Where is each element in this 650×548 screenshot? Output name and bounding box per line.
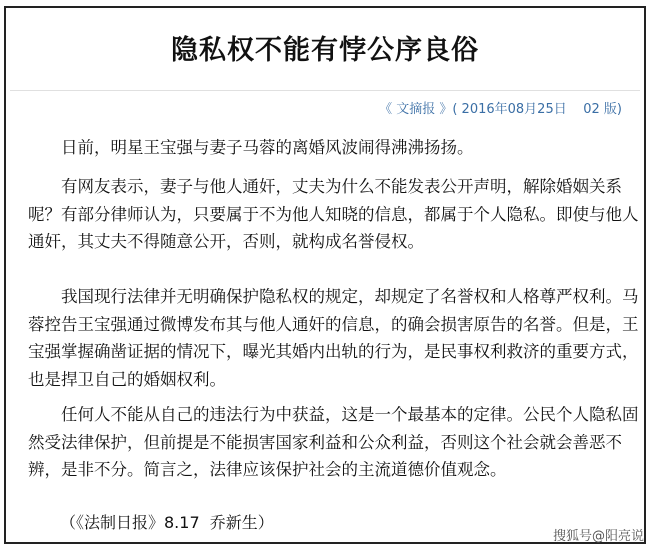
paragraph-3 xyxy=(28,283,639,393)
line: 通奸，其丈夫不得随意公开，否则，就构成名誉侵权。 xyxy=(28,232,424,251)
line: 宝强掌握确凿证据的情况下，曝光其婚内出轨的行为，是民事权利救济的重要方式， xyxy=(28,342,639,361)
line: 辨，是非不分。简言之，法律应该保护社会的主流道德价值观念。 xyxy=(28,460,507,479)
paragraph-4 xyxy=(28,401,639,484)
line: 我国现行法律并无明确保护隐私权的规定，却规定了名誉权和人格尊严权利。马 xyxy=(61,287,639,306)
line: 任何人不能从自己的违法行为中获益，这是一个最基本的定律。公民个人隐私固 xyxy=(61,405,639,424)
article-title: 隐私权不能有悖公序良俗 xyxy=(171,35,479,66)
divider xyxy=(10,90,640,91)
line: 呢？有部分律师认为，只要属于不为他人知晓的信息，都属于个人隐私。即使与他人 xyxy=(28,204,639,224)
paragraph-1 xyxy=(28,134,630,162)
watermark: 搜狐号@阳亮说 xyxy=(552,529,644,544)
line: 日前，明星王宝强与妻子马蓉的离婚风波闹得沸沸扬扬。 xyxy=(61,138,474,157)
line: 蓉控告王宝强通过微博发布其与他人通奸的信息，的确会损害原告的名誉。但是，王 xyxy=(28,314,639,334)
signature: （《法制日报》8.17 乔新生） xyxy=(60,513,274,532)
paragraph-2 xyxy=(28,173,639,256)
line: 有网友表示，妻子与他人通奸，丈夫为什么不能发表公开声明，解除婚姻关系 xyxy=(61,177,622,196)
source-line: 《 文摘报 》( 2016年08月25日 02 版) xyxy=(379,102,622,117)
line: 也是捍卫自己的婚姻权利。 xyxy=(28,369,226,389)
line: 然受法律保护，但前提是不能损害国家利益和公众利益，否则这个社会就会善恶不 xyxy=(28,432,622,452)
